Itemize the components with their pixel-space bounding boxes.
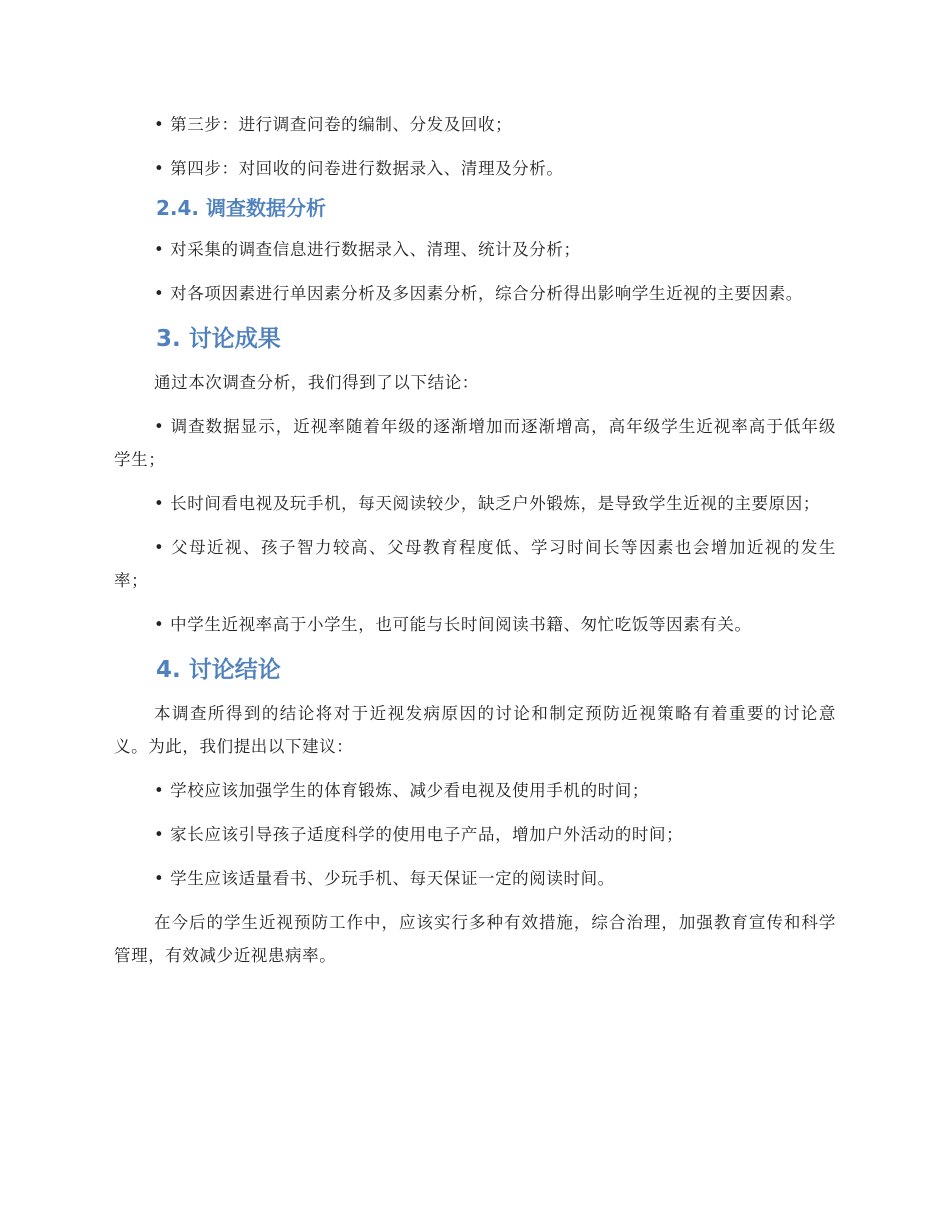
step-4-item: • 第四步：对回收的问卷进行数据录入、清理及分析。 — [154, 159, 564, 178]
section-4-heading: 4. 讨论结论 — [156, 657, 281, 683]
analysis-item-2: • 对各项因素进行单因素分析及多因素分析，综合分析得出影响学生近视的主要因素。 — [154, 284, 803, 303]
result-item-4: • 中学生近视率高于小学生，也可能与长时间阅读书籍、匆忙吃饭等因素有关。 — [154, 615, 752, 634]
step-3-item: • 第三步：进行调查问卷的编制、分发及回收； — [154, 115, 513, 134]
suggestion-item-1: • 学校应该加强学生的体育锻炼、减少看电视及使用手机的时间； — [154, 781, 649, 800]
result-item-3: • 父母近视、孩子智力较高、父母教育程度低、学习时间长等因素也会增加近视的发生率； — [114, 538, 836, 590]
section-3-intro: 通过本次调查分析，我们得到了以下结论： — [154, 373, 479, 392]
suggestion-item-2: • 家长应该引导孩子适度科学的使用电子产品，增加户外活动的时间； — [154, 825, 684, 844]
result-item-1: • 调查数据显示，近视率随着年级的逐渐增加而逐渐增高，高年级学生近视率高于低年级学生； — [114, 417, 836, 469]
section-2-4-heading: 2.4. 调查数据分析 — [156, 196, 326, 220]
suggestion-item-3: • 学生应该适量看书、少玩手机、每天保证一定的阅读时间。 — [154, 869, 615, 888]
section-4-closing: 在今后的学生近视预防工作中，应该实行多种有效措施，综合治理，加强教育宣传和科学管理，有效减少近视患病率。 — [114, 913, 836, 965]
analysis-item-1: • 对采集的调查信息进行数据录入、清理、统计及分析； — [154, 240, 581, 259]
section-3-heading: 3. 讨论成果 — [156, 326, 281, 352]
result-item-2: • 长时间看电视及玩手机，每天阅读较少，缺乏户外锻炼，是导致学生近视的主要原因； — [154, 494, 820, 513]
section-4-intro: 本调查所得到的结论将对于近视发病原因的讨论和制定预防近视策略有着重要的讨论意义。为此，我们提出以下建议： — [114, 704, 836, 756]
